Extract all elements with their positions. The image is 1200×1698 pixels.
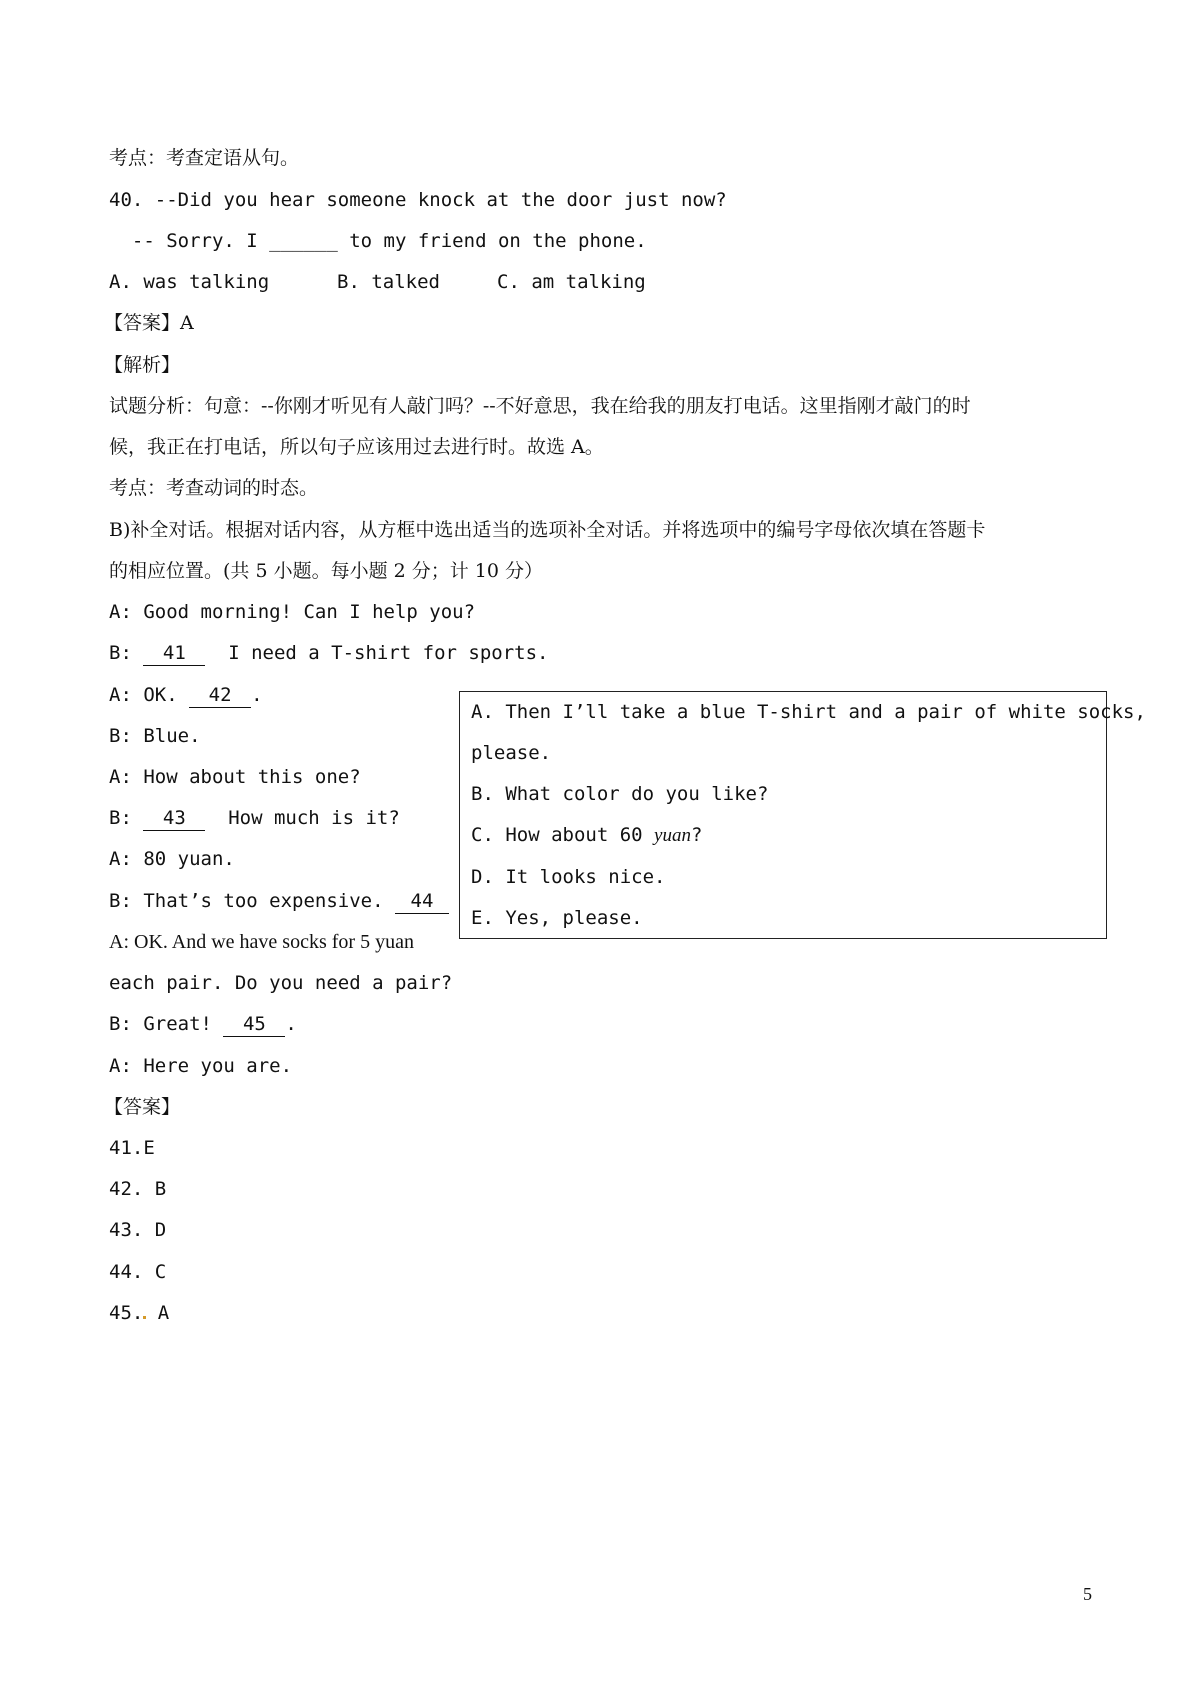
- option-b: B. What color do you like?: [471, 783, 769, 805]
- kaodian-q40: 考点：考查动词的时态。: [109, 477, 319, 499]
- dialogue-line-1: A: Good morning! Can I help you?: [109, 601, 476, 623]
- option-c-post: ?: [690, 824, 703, 846]
- dialogue-line-8: [109, 889, 449, 914]
- analysis-label: 【解析】: [104, 354, 181, 376]
- answer-42: 42. B: [109, 1178, 167, 1200]
- dialogue-line-4: B: Blue.: [109, 725, 201, 747]
- dialogue-line-5: A: How about this one?: [109, 766, 361, 788]
- q40-answer: [104, 311, 194, 335]
- dialogue-line-11: [109, 1012, 297, 1037]
- q40-stem: 40. --Did you hear someone knock at the door just now?: [109, 189, 727, 211]
- page-number: 5: [1083, 1584, 1092, 1604]
- blank-42: 42: [189, 683, 251, 708]
- blank-43: 43: [143, 806, 205, 831]
- options-box: [459, 691, 1146, 939]
- dialogue-text: B: That’s too expensive.: [109, 890, 395, 912]
- option-a-line-2: please.: [471, 742, 552, 764]
- speaker: B: Great!: [109, 1013, 224, 1035]
- q40-reply-pre: -- Sorry. I: [109, 230, 270, 252]
- analysis-line-1: 试题分析：句意：--你刚才听见有人敲门吗？--不好意思，我在给我的朋友打电话。这里指刚才敲门的时: [109, 395, 971, 417]
- q40-reply-post: to my friend on the phone.: [337, 230, 647, 252]
- blank-45: 45: [223, 1012, 285, 1037]
- dialogue-line-10: each pair. Do you need a pair?: [109, 972, 453, 994]
- option-c-pre: C. How about 60: [471, 824, 655, 846]
- dialogue-line-12: A: Here you are.: [109, 1055, 293, 1077]
- kaodian-prev: 考点：考查定语从句。: [109, 147, 300, 169]
- blank-44: 44: [395, 889, 449, 914]
- dialogue-text: .: [251, 684, 263, 706]
- dialogue-line-6: [109, 806, 400, 831]
- dialogue-line-9: A: OK. And we have socks for 5 yuan: [109, 931, 414, 953]
- answer-44: 44. C: [109, 1261, 167, 1283]
- answer-value: A: [180, 312, 194, 334]
- section-b-instruction-1: B)补全对话。根据对话内容，从方框中选出适当的选项补全对话。并将选项中的编号字母依次填在答题卡: [109, 519, 986, 541]
- dialogue-line-3: [109, 683, 263, 708]
- dialogue-line-7: A: 80 yuan.: [109, 848, 235, 870]
- answer-45: [109, 1301, 169, 1325]
- speaker: A: OK.: [109, 684, 190, 706]
- q40-blank: ______: [269, 230, 338, 252]
- speaker: B:: [109, 642, 144, 664]
- answer-label: 【答案】: [104, 312, 181, 334]
- option-c-italic: yuan: [654, 825, 691, 846]
- option-d: D. It looks nice.: [471, 866, 666, 888]
- answers-label: 【答案】: [104, 1096, 181, 1118]
- analysis-line-2: 候，我正在打电话，所以句子应该用过去进行时。故选 A。: [109, 436, 604, 458]
- answer-45-number: 45.: [109, 1302, 144, 1324]
- blank-41: 41: [143, 641, 205, 666]
- speaker: B:: [109, 807, 144, 829]
- dialogue-text: .: [285, 1013, 297, 1035]
- dialogue-text: I need a T-shirt for sports.: [205, 642, 549, 664]
- answer-43: 43. D: [109, 1219, 167, 1241]
- q40-reply: [109, 229, 647, 253]
- dialogue-text: How much is it?: [205, 807, 400, 829]
- q40-option-b: B. talked: [337, 271, 440, 293]
- option-e: E. Yes, please.: [471, 907, 643, 929]
- section-b-instruction-2: 的相应位置。(共 5 小题。每小题 2 分；计 10 分）: [109, 560, 544, 582]
- answer-41: 41.E: [109, 1137, 155, 1159]
- q40-option-c: C. am talking: [497, 271, 646, 293]
- dialogue-line-2: [109, 641, 549, 666]
- answer-45-value: A: [146, 1302, 170, 1324]
- option-a-line-1: A. Then I’ll take a blue T-shirt and a pair of white socks,: [471, 701, 1146, 723]
- q40-option-a: A. was talking: [109, 271, 270, 293]
- option-c: [471, 823, 702, 848]
